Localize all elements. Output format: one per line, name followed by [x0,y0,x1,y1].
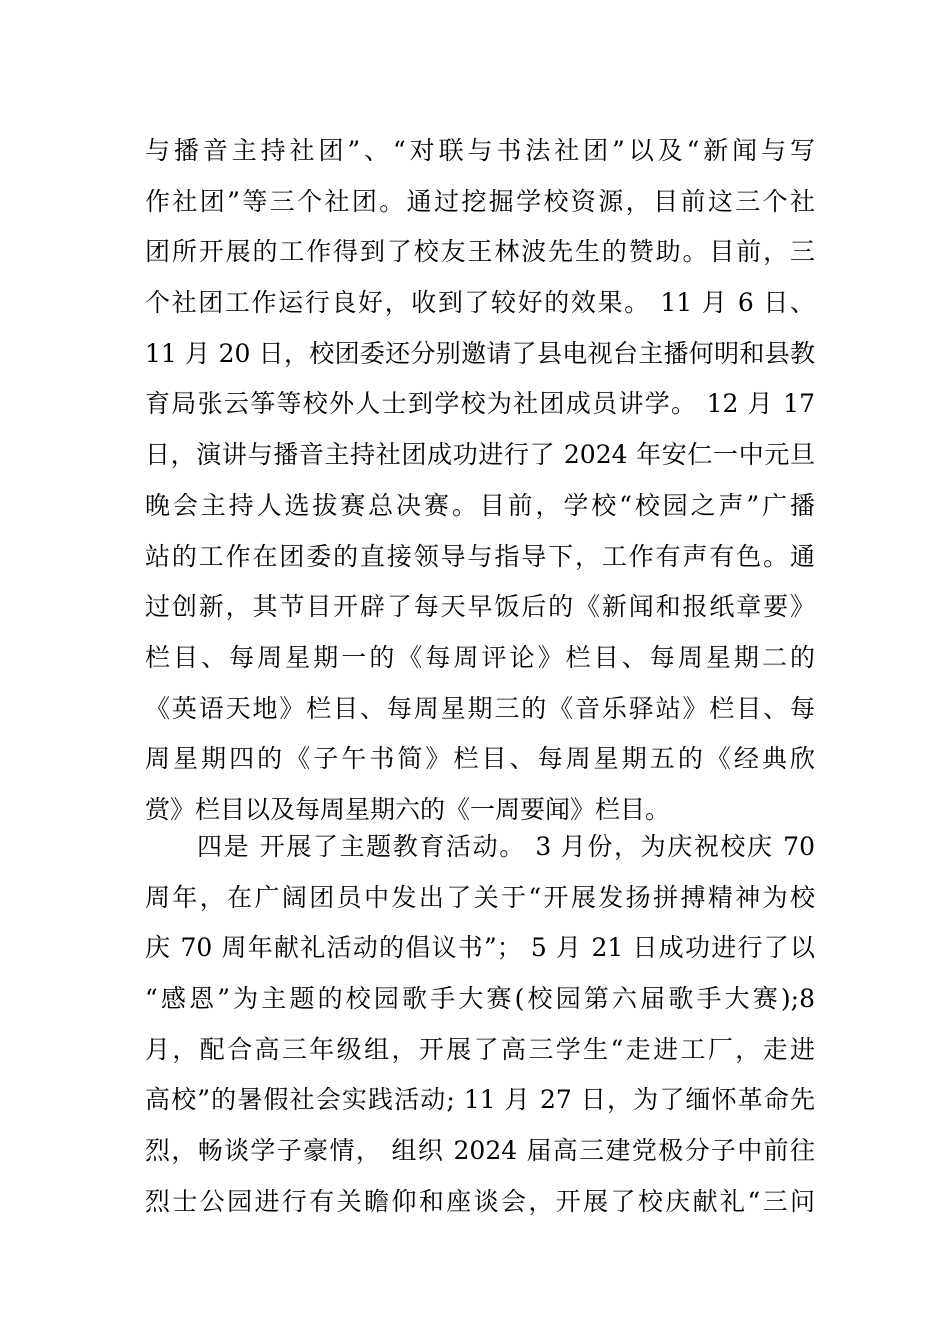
text-line: 作社团”等三个社团。通过挖掘学校资源，目前这三个社 [145,186,815,216]
text-line: 日，演讲与播音主持社团成功进行了 2024 年安仁一中元旦 [145,440,815,470]
text-line: 周年，在广阔团员中发出了关于“开展发扬拼搏精神为校 [145,882,815,912]
text-line: 栏目、每周星期一的《每周评论》栏目、每周星期二的 [145,642,815,672]
paragraph-club-activities [145,126,815,836]
text-line: 烈士公园进行有关瞻仰和座谈会，开展了校庆献礼“三问 [145,1186,815,1216]
text-line: 月，配合高三年级组，开展了高三学生“走进工厂，走进 [145,1034,815,1064]
text-line: 庆 70 周年献礼活动的倡议书”； 5 月 21 日成功进行了以 [145,933,815,963]
text-line: 团所开展的工作得到了校友王林波先生的赞助。目前，三 [145,237,815,267]
text-line: 《英语天地》栏目、每周星期三的《音乐驿站》栏目、每 [145,693,815,723]
text-line: 高校”的暑假社会实践活动; 11 月 27 日，为了缅怀革命先 [145,1085,815,1115]
text-line: 育局张云筝等校外人士到学校为社团成员讲学。 12 月 17 [145,389,815,419]
text-line: 赏》栏目以及每周星期六的《一周要闻》栏目。 [145,794,671,824]
text-line: 个社团工作运行良好，收到了较好的效果。 11 月 6 日、 [145,288,815,318]
text-line: “感恩”为主题的校园歌手大赛(校园第六届歌手大赛);8 [145,984,815,1014]
text-line: 与播音主持社团”、“对联与书法社团”以及“新闻与写 [145,136,815,165]
text-line: 过创新，其节目开辟了每天早饭后的《新闻和报纸章要》 [145,592,815,622]
text-line: 晚会主持人选拔赛总决赛。目前，学校“校园之声”广播 [145,490,815,520]
text-line: 11 月 20 日，校团委还分别邀请了县电视台主播何明和县教 [145,338,815,368]
text-line: 烈，畅谈学子豪情， 组织 2024 届高三建党极分子中前往 [145,1136,815,1166]
text-line: 四是 开展了主题教育活动。 3 月份，为庆祝校庆 70 [197,832,815,861]
paragraph-theme-education [145,822,815,1228]
text-line: 站的工作在团委的直接领导与指导下，工作有声有色。通 [145,541,815,571]
text-line: 周星期四的《子午书简》栏目、每周星期五的《经典欣 [145,744,815,774]
